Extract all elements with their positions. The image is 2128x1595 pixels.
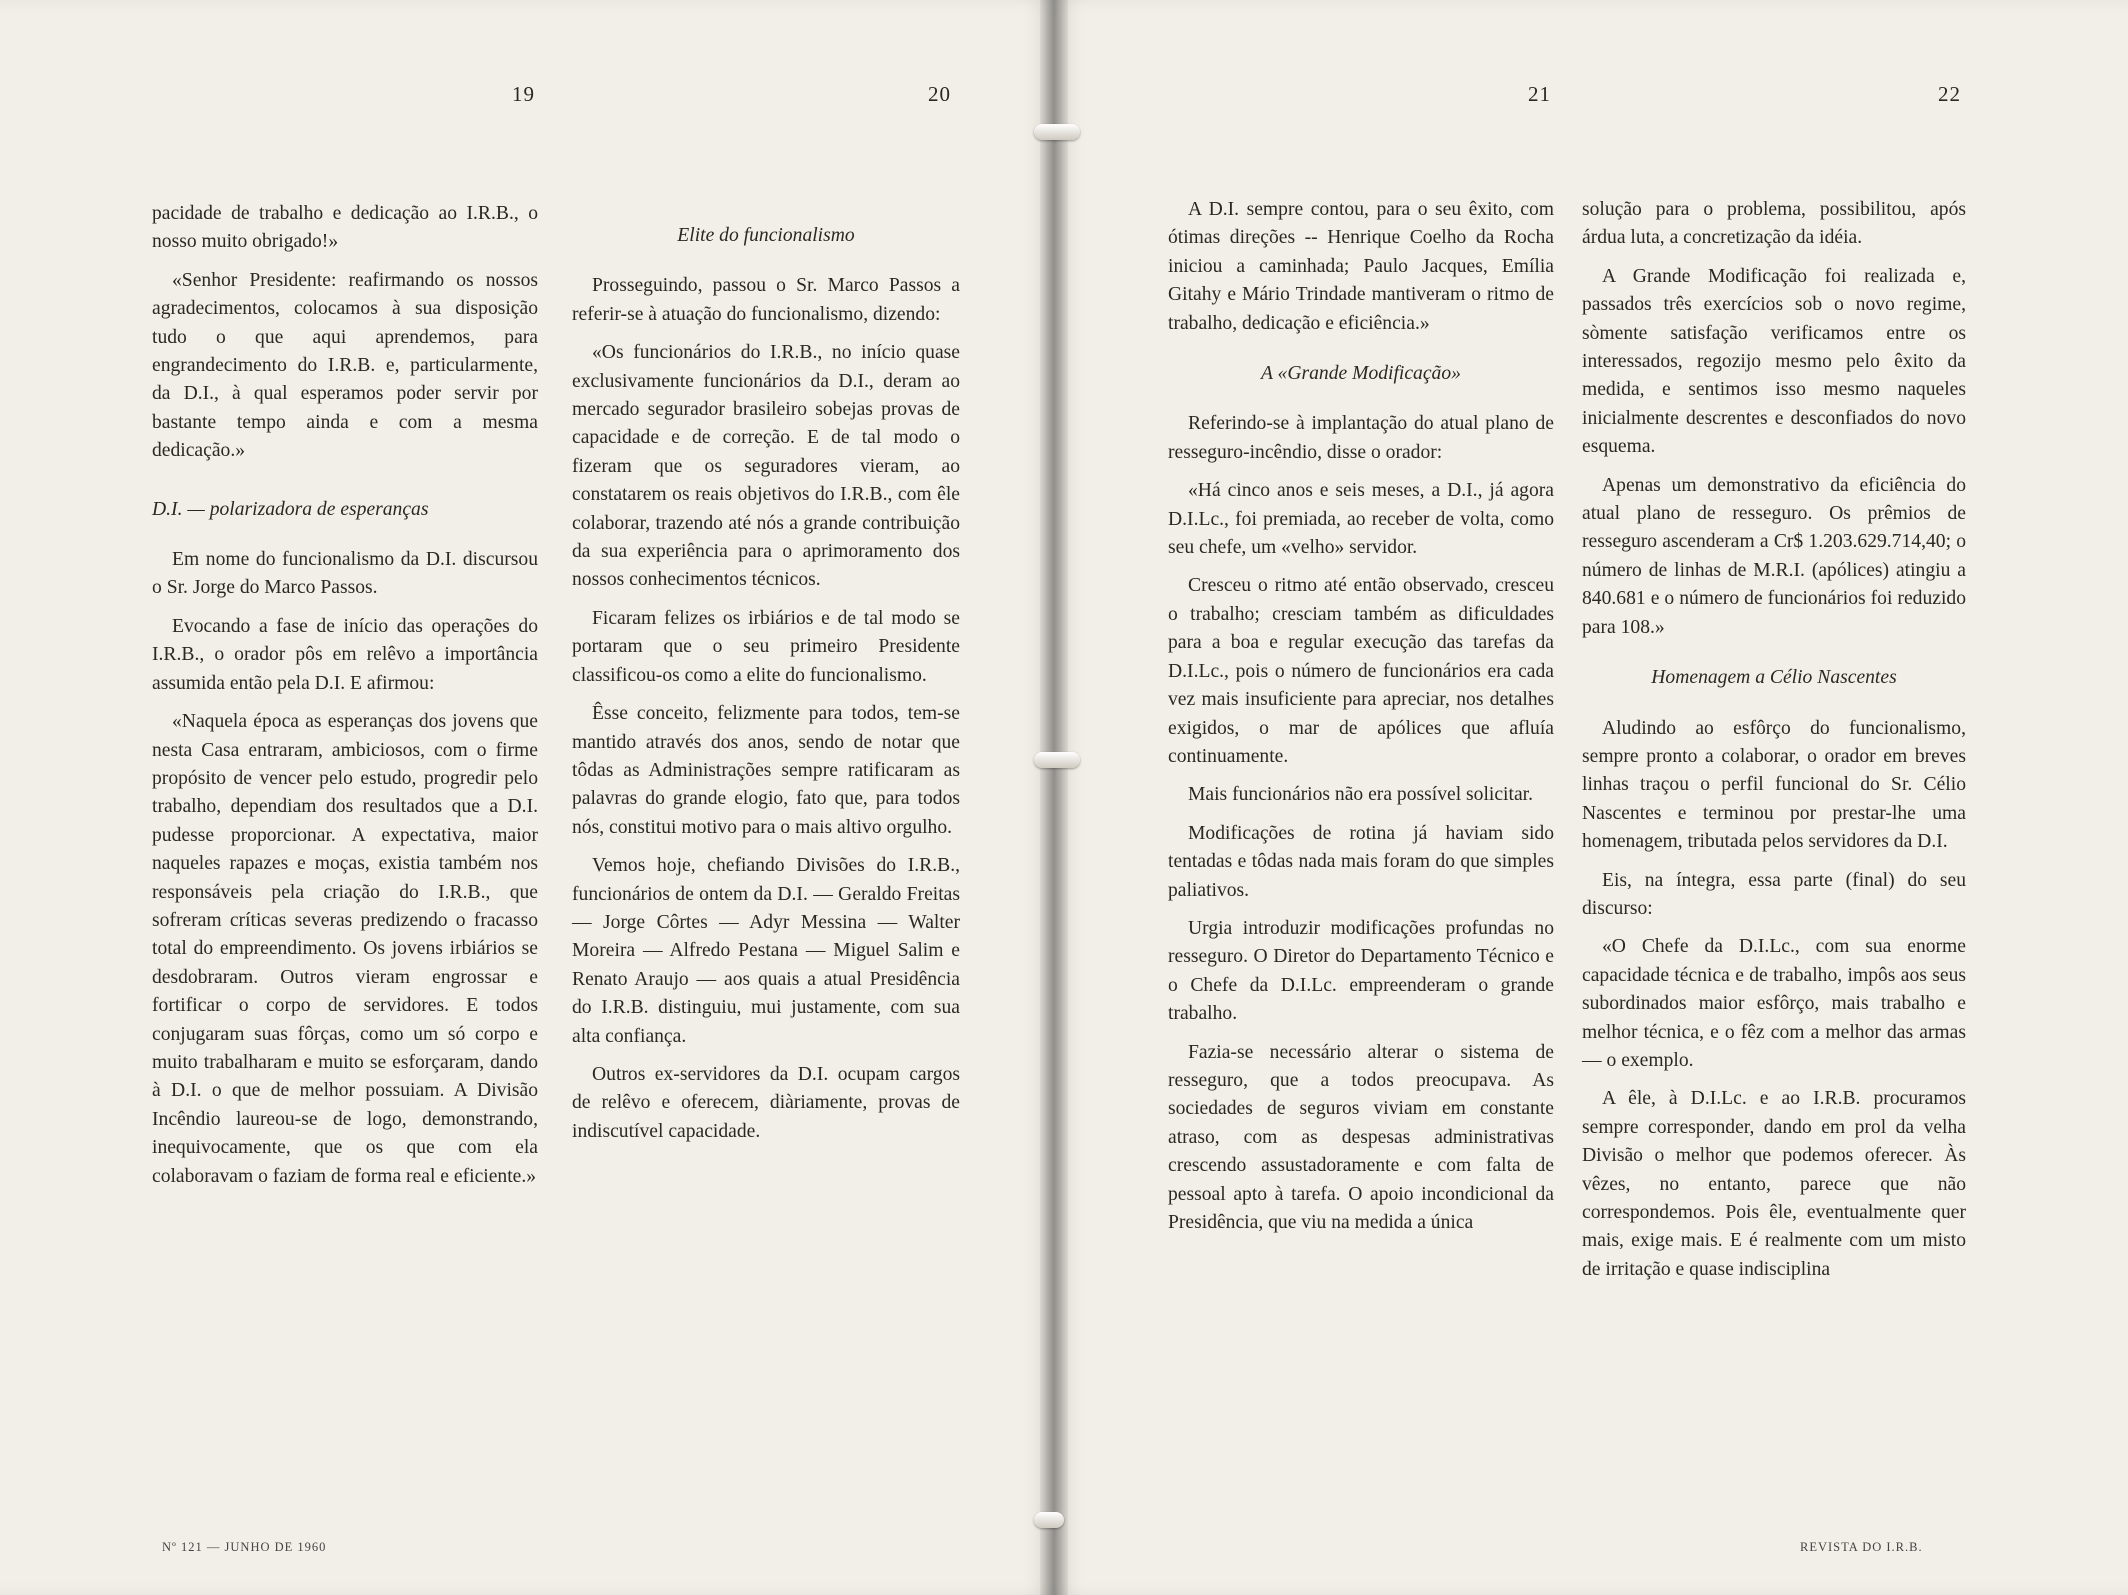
page-number-22: 22 [1938,82,1961,106]
paragraph: Referindo-se à implantação do atual plano de resseguro-incêndio, disse o orador: [1168,413,1554,463]
paragraph: Cresceu o ritmo até então observado, cresceu o trabalho; cresciam também as dificuldades para a boa e regular execução das tarefas da D.I.Lc., pois o número de funcionários era cada vez mais insuficiente para apreciar, nos detalhes exigidos, o mar de apólices que afluía continuamente. [1168,575,1554,767]
paragraph: Fazia-se necessário alterar o sistema de resseguro, que a todos preocupava. As sociedades de seguros viviam em constante atraso, com as despesas administrativas crescendo assustadoramente e com falta de pessoal apto à tarefa. O apoio incondicional da Presidência, que viu na medida a única [1168,1041,1554,1233]
section-heading: Elite do funcionalismo [677,225,855,246]
page-number-20: 20 [928,82,951,106]
staple-top [1034,124,1080,140]
paragraph: «Naquela época as esperanças dos jovens que nesta Casa entraram, ambiciosos, com o firme propósito de vencer pelo estudo, progredir pelo trabalho, dependiam dos resultados que a D.I. pudesse proporcionar. A expectativa, maior naqueles rapazes e moças, existia também nos responsáveis pela criação do I.R.B., que sofreram críticas severas predizendo o fracasso total do empreendimento. Os jovens irbiários se desdobraram. Outros vieram engrossar e fortificar o corpo de servidores. E todos conjugaram suas fôrças, como um só corpo e muito trabalharam e muito se esforçaram, dando à D.I. o que de melhor possuiam. A Divisão Incêndio laureou-se de logo, demonstrando, inequivocamente, que os que com ela colaboravam o faziam de forma real e eficiente.» [152,711,538,1187]
section-heading: A «Grande Modificação» [1261,363,1461,385]
page-number-19: 19 [512,82,535,106]
page-number-21: 21 [1528,82,1551,106]
paragraph: A êle, à D.I.Lc. e ao I.R.B. procuramos sempre corresponder, dando em prol da velha Divisão o melhor que podemos oferecer. Às vêzes, no entanto, parece que não correspondemos. Pois êle, eventualmente quer mais, exige mais. E é realmente com um misto de irritação e quase indisciplina [1582,1088,1966,1280]
binding-gutter [1040,0,1068,1595]
section-heading: D.I. — polarizadora de esperanças [152,498,429,520]
paragraph: Urgia introduzir modificações profundas no resseguro. O Diretor do Departamento Técnico e o Chefe da D.I.Lc. empreenderam o grande trabalho. [1168,917,1554,1025]
paragraph: Êsse conceito, felizmente para todos, tem-se mantido através dos anos, sendo de notar que tôdas as Administrações sempre ratificaram as palavras do grande elogio, fato que, para todos nós, constitui motivo para o mais altivo orgulho. [572,703,960,838]
paragraph: Outros ex-servidores da D.I. ocupam cargos de relêvo e oferecem, diàriamente, provas de indiscutível capacidade. [572,1063,960,1142]
footer-journal: REVISTA DO I.R.B. [1800,1540,1923,1554]
footer-issue: Nº 121 — JUNHO DE 1960 [162,1540,327,1554]
paragraph: Modificações de rotina já haviam sido tentadas e tôdas nada mais foram do que simples paliativos. [1168,822,1554,901]
paragraph: Evocando a fase de início das operações do I.R.B., o orador pôs em relêvo a importância assumida então pela D.I. E afirmou: [152,615,538,694]
paragraph: Apenas um demonstrativo da eficiência do atual plano de resseguro. Os prêmios de resseguro ascenderam a Cr$ 1.203.629.714,40; o número de linhas de M.R.I. (apólices) atingiu a 840.681 e o número de funcionários foi reduzido para 108.» [1582,474,1966,638]
paragraph: A D.I. sempre contou, para o seu êxito, com ótimas direções -- Henrique Coelho da Rocha iniciou a caminhada; Paulo Jacques, Emília Gitahy e Mário Trindade mantiveram o ritmo de trabalho, dedicação e eficiência.» [1168,199,1554,334]
paragraph: A Grande Modificação foi realizada e, passados três exercícios sob o novo regime, sòmente satisfação verificamos entre os interessados, regozijo mesmo pelo êxito da medida, e sentimos isso mesmo naqueles inicialmente descrentes e desconfiados do novo esquema. [1582,265,1966,458]
page-19-column [152,200,538,1201]
section-heading: Homenagem a Célio Nascentes [1651,667,1897,689]
paragraph: Aludindo ao esfôrço do funcionalismo, sempre pronto a colaborar, o orador em breves linhas traçou o perfil funcional do Sr. Célio Nascentes e terminou por prestar-lhe uma homenagem, tributada pelos servidores da D.I. [1582,717,1966,853]
paragraph: solução para o problema, possibilitou, após árdua luta, a concretização da idéia. [1582,199,1966,249]
paragraph: «Os funcionários do I.R.B., no início quase exclusivamente funcionários da D.I., deram ao mercado segurador brasileiro sobejas provas de capacidade e de correção. E de tal modo o fizeram que os seguradores vieram, ao constatarem os reais objetivos do I.R.B., com êle colaborar, trazendo até nós a grande contribuição da sua experiência para o aprimoramento dos nossos conhecimentos técnicos. [572,342,960,591]
paragraph: «Senhor Presidente: reafirmando os nossos agradecimentos, colocamos à sua disposição tudo o que aqui aprendemos, para engrandecimento do I.R.B. e, particularmente, da D.I., à qual esperamos poder servir por bastante tempo ainda e com a mesma dedicação.» [152,269,538,462]
staple-middle [1034,752,1080,768]
page-22-column [1582,196,1966,1294]
page-20-column [572,200,960,1156]
page-21-column [1168,196,1554,1247]
staple-bottom [1034,1512,1064,1528]
paragraph: Eis, na íntegra, essa parte (final) do seu discurso: [1582,869,1966,919]
paragraph: Em nome do funcionalismo da D.I. discursou o Sr. Jorge do Marco Passos. [152,549,538,599]
paragraph: Mais funcionários não era possível solicitar. [1188,784,1533,806]
paragraph: Ficaram felizes os irbiários e de tal modo se portaram que o seu primeiro Presidente classificou-os como a elite do funcionalismo. [572,607,960,686]
paragraph: «O Chefe da D.I.Lc., com sua enorme capacidade técnica e de trabalho, impôs aos seus subordinados maior esfôrço, mais trabalho e melhor técnica, e o fêz com a melhor das armas — o exemplo. [1582,936,1966,1071]
paragraph: pacidade de trabalho e dedicação ao I.R.B., o nosso muito obrigado!» [152,203,538,253]
paragraph: Vemos hoje, chefiando Divisões do I.R.B., funcionários de ontem da D.I. — Geraldo Freitas — Jorge Côrtes — Adyr Messina — Walter Moreira — Alfredo Pestana — Miguel Salim e Renato Araujo — aos quais a atual Presidência do I.R.B. distinguiu, mui justamente, com sua alta confiança. [572,855,960,1047]
paragraph: Prosseguindo, passou o Sr. Marco Passos a referir-se à atuação do funcionalismo, dizendo: [572,275,960,325]
paragraph: «Há cinco anos e seis meses, a D.I., já agora D.I.Lc., foi premiada, ao receber de volta, como seu chefe, um «velho» servidor. [1168,480,1554,559]
